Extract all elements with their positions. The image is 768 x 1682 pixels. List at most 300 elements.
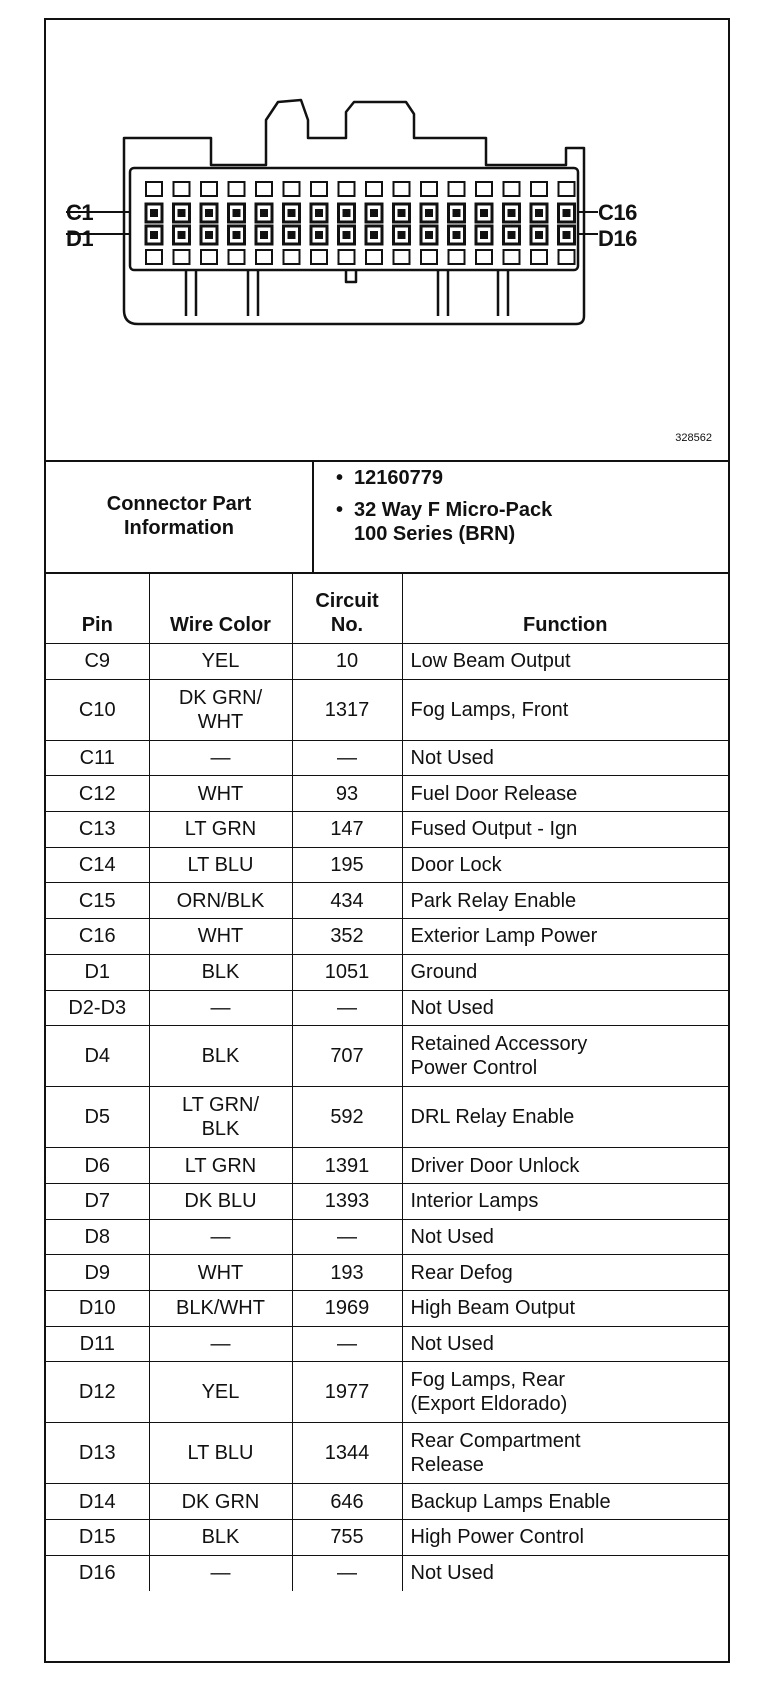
pin-cavity xyxy=(339,182,355,196)
pin-cavity xyxy=(311,182,327,196)
pin-contact xyxy=(535,209,543,217)
cell-circuit-text: — xyxy=(337,1562,357,1585)
pin-contact xyxy=(260,209,268,217)
cell-pin-text: D9 xyxy=(84,1261,111,1284)
cell-circuit-text: 1969 xyxy=(324,1297,370,1320)
cell-wire-color-text: LT GRN xyxy=(184,818,257,841)
cell-pin-text: C15 xyxy=(78,889,116,912)
header-circuit-line2: No. xyxy=(330,614,364,636)
cell-circuit xyxy=(292,1087,402,1148)
cell-wire-color xyxy=(149,1555,292,1591)
cell-function xyxy=(402,1148,728,1184)
cell-wire-color-text: DK GRN/ xyxy=(178,686,263,709)
cell-wire-color-text: — xyxy=(210,1562,231,1585)
cell-function-text: High Beam Output xyxy=(410,1297,576,1320)
bullet: • xyxy=(336,467,344,489)
cell-circuit-text: 1344 xyxy=(324,1442,370,1465)
pin-cavity xyxy=(256,250,272,264)
cell-circuit xyxy=(292,644,402,680)
cell-circuit xyxy=(292,1255,402,1291)
cell-function-text: Retained Accessory xyxy=(410,1033,588,1056)
cell-pin xyxy=(46,1148,149,1184)
cell-function xyxy=(402,776,728,812)
cell-circuit-text: 352 xyxy=(330,925,364,948)
cell-circuit-text: 1051 xyxy=(324,961,370,984)
pin-cavity xyxy=(284,250,300,264)
pin-contact xyxy=(233,209,241,217)
cell-circuit-text: 707 xyxy=(330,1045,364,1068)
cell-pin xyxy=(46,919,149,955)
pin-contact xyxy=(178,231,186,239)
pin-contact xyxy=(535,231,543,239)
cell-circuit-text: 193 xyxy=(330,1261,364,1284)
pin-cavity xyxy=(504,182,520,196)
pin-cavity xyxy=(504,250,520,264)
pin-cavity xyxy=(146,182,162,196)
cell-pin xyxy=(46,1362,149,1423)
cell-pin-text: D6 xyxy=(84,1154,111,1177)
cell-function xyxy=(402,1555,728,1591)
cell-pin-text: D2-D3 xyxy=(68,996,127,1019)
cell-pin xyxy=(46,847,149,883)
cell-circuit xyxy=(292,883,402,919)
cell-pin-text: C11 xyxy=(79,747,115,770)
cell-circuit xyxy=(292,1290,402,1326)
cell-wire-color xyxy=(149,1484,292,1520)
pin-contact xyxy=(453,231,461,239)
cell-circuit-text: 147 xyxy=(330,818,364,841)
cell-wire-color-text: YEL xyxy=(201,650,240,673)
pin-contact xyxy=(288,231,296,239)
cell-function xyxy=(402,1520,728,1556)
cell-pin-text: C10 xyxy=(78,698,116,721)
cell-function-text: (Export Eldorado) xyxy=(410,1393,568,1416)
pin-contact xyxy=(343,231,351,239)
cell-circuit-text: 1977 xyxy=(324,1381,370,1404)
cell-wire-color xyxy=(149,919,292,955)
pin-contact xyxy=(563,209,571,217)
header-pin: Pin xyxy=(46,573,149,644)
table-row xyxy=(46,1219,728,1255)
cell-circuit-text: 646 xyxy=(330,1490,364,1513)
cell-pin xyxy=(46,883,149,919)
pin-contact xyxy=(370,231,378,239)
pin-cavity xyxy=(311,250,327,264)
cell-function-text: Backup Lamps Enable xyxy=(410,1490,611,1513)
pin-contact xyxy=(398,209,406,217)
cell-function-text: Not Used xyxy=(410,1562,494,1585)
cell-circuit xyxy=(292,1484,402,1520)
cell-function-text: Park Relay Enable xyxy=(410,889,577,912)
cell-circuit xyxy=(292,1026,402,1087)
cell-circuit-text: 592 xyxy=(330,1106,364,1129)
cell-function-text: Interior Lamps xyxy=(410,1190,539,1213)
cell-pin-text: D14 xyxy=(78,1490,116,1513)
cell-wire-color-text: BLK xyxy=(201,1526,240,1549)
table-row xyxy=(46,740,728,776)
connector-info-label xyxy=(46,460,314,572)
label-c16: C16 xyxy=(598,200,637,225)
cell-wire-color-text: LT BLU xyxy=(187,854,254,877)
connector-sheet xyxy=(44,18,730,1663)
cell-pin-text: D7 xyxy=(84,1190,111,1213)
cell-pin xyxy=(46,1290,149,1326)
pin-contact xyxy=(205,231,213,239)
cell-pin xyxy=(46,1423,149,1484)
cell-pin-text: D11 xyxy=(79,1332,115,1355)
table-row xyxy=(46,1326,728,1362)
pin-contact xyxy=(315,231,323,239)
cell-function-text: Ground xyxy=(410,961,478,984)
pin-contact xyxy=(315,209,323,217)
table-row xyxy=(46,1148,728,1184)
connector-info-label-line1: Connector Part xyxy=(106,493,252,515)
cell-wire-color-text: LT BLU xyxy=(187,1442,254,1465)
cell-wire-color-text: BLK xyxy=(201,961,240,984)
cell-function-text: Driver Door Unlock xyxy=(410,1154,580,1177)
cell-wire-color-text: LT GRN xyxy=(184,1154,257,1177)
pin-cavity xyxy=(559,250,575,264)
pin-cavity xyxy=(201,182,217,196)
pin-cavity xyxy=(146,250,162,264)
cell-circuit xyxy=(292,776,402,812)
cell-circuit-text: — xyxy=(337,1225,357,1248)
description-item-cont xyxy=(354,522,515,546)
pinout-rows xyxy=(46,644,728,1591)
cell-pin xyxy=(46,644,149,680)
connector-diagram xyxy=(46,20,728,462)
cell-function-text: High Power Control xyxy=(410,1526,584,1549)
cell-function-text: Not Used xyxy=(410,1332,494,1355)
cell-pin-text: D13 xyxy=(78,1442,116,1465)
cell-wire-color-text: DK GRN xyxy=(181,1490,260,1513)
cell-function xyxy=(402,1484,728,1520)
cell-circuit xyxy=(292,1362,402,1423)
pin-cavity xyxy=(476,182,492,196)
cell-pin xyxy=(46,1183,149,1219)
cell-wire-color-text: — xyxy=(210,747,231,770)
pin-cavity xyxy=(421,182,437,196)
cell-function-text: Release xyxy=(410,1454,484,1477)
cell-function-text: Rear Defog xyxy=(410,1261,513,1284)
cell-function-text: Power Control xyxy=(410,1057,538,1080)
cell-circuit-text: — xyxy=(337,996,357,1019)
cell-function-text: Not Used xyxy=(410,1225,494,1248)
cell-pin xyxy=(46,1219,149,1255)
cell-wire-color xyxy=(149,1183,292,1219)
cell-circuit-text: 10 xyxy=(335,650,359,673)
cell-function-text: Fog Lamps, Front xyxy=(410,698,569,721)
cell-circuit xyxy=(292,1219,402,1255)
cell-function-text: Fog Lamps, Rear xyxy=(410,1369,566,1392)
cell-wire-color-text: BLK/WHT xyxy=(176,1297,265,1320)
cell-circuit-text: 1393 xyxy=(324,1190,370,1213)
connector-info xyxy=(46,460,728,574)
cell-wire-color-text: — xyxy=(210,1225,231,1248)
cell-pin xyxy=(46,1484,149,1520)
pin-cavity xyxy=(531,182,547,196)
cell-wire-color-text: — xyxy=(210,996,231,1019)
cell-wire-color-text: ORN/BLK xyxy=(176,889,265,912)
cell-pin xyxy=(46,954,149,990)
cell-function xyxy=(402,1290,728,1326)
cell-function xyxy=(402,1362,728,1423)
cell-pin xyxy=(46,1326,149,1362)
description-line1: 32 Way F Micro-Pack xyxy=(354,499,553,521)
cell-pin-text: D10 xyxy=(78,1297,116,1320)
cell-function-text: Fused Output - Ign xyxy=(410,818,578,841)
table-row xyxy=(46,1255,728,1291)
cell-wire-color-text: WHT xyxy=(197,925,244,948)
cell-wire-color-text: BLK xyxy=(201,1045,240,1068)
cell-wire-color-text: DK BLU xyxy=(184,1190,257,1213)
cell-wire-color-text: WHT xyxy=(197,782,244,805)
header-wire-color: Wire Color xyxy=(149,573,292,644)
cell-circuit-text: 1391 xyxy=(324,1154,370,1177)
pin-cavity xyxy=(339,250,355,264)
pin-contact xyxy=(233,231,241,239)
cell-wire-color xyxy=(149,1423,292,1484)
pin-contact xyxy=(288,209,296,217)
pin-cavity xyxy=(174,182,190,196)
cell-pin-text: D4 xyxy=(84,1045,111,1068)
cell-function xyxy=(402,883,728,919)
pin-cavity xyxy=(476,250,492,264)
cell-circuit xyxy=(292,1520,402,1556)
pin-cavity xyxy=(229,250,245,264)
label-d1: D1 xyxy=(66,226,94,251)
pin-cavity xyxy=(531,250,547,264)
header-function: Function xyxy=(402,573,728,644)
cell-function-text: Door Lock xyxy=(410,854,502,877)
cell-circuit-text: 93 xyxy=(335,782,359,805)
cell-pin-text: C16 xyxy=(78,925,116,948)
pin-cavity xyxy=(449,182,465,196)
cell-circuit xyxy=(292,919,402,955)
cell-circuit xyxy=(292,679,402,740)
cell-function xyxy=(402,847,728,883)
cell-wire-color-text: WHT xyxy=(197,710,244,733)
label-c1: C1 xyxy=(66,200,94,225)
cell-circuit-text: 755 xyxy=(330,1526,364,1549)
cell-circuit xyxy=(292,1423,402,1484)
cell-function xyxy=(402,644,728,680)
table-row xyxy=(46,1423,728,1484)
cell-wire-color xyxy=(149,1026,292,1087)
pin-contact xyxy=(453,209,461,217)
cell-circuit-text: 434 xyxy=(330,889,364,912)
cell-pin-text: C14 xyxy=(78,854,116,877)
table-row xyxy=(46,954,728,990)
pin-contact xyxy=(150,231,158,239)
header-row xyxy=(46,573,728,644)
cell-circuit xyxy=(292,954,402,990)
pin-cavity xyxy=(229,182,245,196)
cell-pin-text: D5 xyxy=(84,1106,111,1129)
cell-wire-color-text: YEL xyxy=(201,1381,240,1404)
pin-cavity xyxy=(366,250,382,264)
cell-wire-color-text: — xyxy=(210,1332,231,1355)
cell-circuit-text: — xyxy=(337,1332,357,1355)
cell-pin xyxy=(46,1555,149,1591)
cell-wire-color xyxy=(149,883,292,919)
cell-function-text: Fuel Door Release xyxy=(410,782,578,805)
cell-wire-color xyxy=(149,954,292,990)
pin-cavity xyxy=(559,182,575,196)
cell-function-text: Exterior Lamp Power xyxy=(410,925,598,948)
cell-pin xyxy=(46,740,149,776)
pin-contact xyxy=(508,231,516,239)
cell-wire-color xyxy=(149,679,292,740)
cell-pin xyxy=(46,812,149,848)
cell-wire-color-text: BLK xyxy=(201,1118,240,1141)
cell-pin xyxy=(46,1255,149,1291)
table-row xyxy=(46,812,728,848)
pin-contact xyxy=(425,231,433,239)
table-row xyxy=(46,990,728,1026)
pin-cavity xyxy=(201,250,217,264)
connector-info-label-line2: Information xyxy=(124,517,234,539)
pin-rows xyxy=(146,182,575,264)
cell-wire-color xyxy=(149,1290,292,1326)
cell-pin xyxy=(46,1026,149,1087)
table-row xyxy=(46,776,728,812)
cell-pin-text: D1 xyxy=(84,961,111,984)
cell-pin xyxy=(46,1520,149,1556)
pin-contact xyxy=(480,209,488,217)
pin-cavity xyxy=(284,182,300,196)
pin-cavity xyxy=(421,250,437,264)
center-key xyxy=(346,270,356,282)
cell-circuit xyxy=(292,812,402,848)
cell-pin xyxy=(46,679,149,740)
cell-function-text: Not Used xyxy=(410,747,494,770)
cell-circuit xyxy=(292,990,402,1026)
table-row xyxy=(46,1087,728,1148)
cell-wire-color-text: WHT xyxy=(197,1261,244,1284)
cell-wire-color xyxy=(149,1362,292,1423)
cell-pin-text: C9 xyxy=(84,650,111,673)
cell-pin-text: C12 xyxy=(78,782,116,805)
cell-function xyxy=(402,1326,728,1362)
cell-wire-color xyxy=(149,776,292,812)
cell-function-text: Rear Compartment xyxy=(410,1430,581,1453)
cell-function xyxy=(402,919,728,955)
pin-contact xyxy=(205,209,213,217)
cell-function xyxy=(402,1255,728,1291)
cell-wire-color xyxy=(149,740,292,776)
table-row xyxy=(46,1520,728,1556)
cell-circuit xyxy=(292,1183,402,1219)
pin-contact xyxy=(150,209,158,217)
cell-circuit xyxy=(292,1326,402,1362)
cell-pin-text: D15 xyxy=(78,1526,116,1549)
cell-wire-color xyxy=(149,812,292,848)
cell-wire-color xyxy=(149,1520,292,1556)
cell-function xyxy=(402,679,728,740)
cell-circuit xyxy=(292,1555,402,1591)
table-row xyxy=(46,1026,728,1087)
cell-wire-color xyxy=(149,1255,292,1291)
cell-function xyxy=(402,1026,728,1087)
pin-contact xyxy=(178,209,186,217)
cell-function xyxy=(402,954,728,990)
cell-function-text: Low Beam Output xyxy=(410,650,571,673)
table-row xyxy=(46,919,728,955)
table-row xyxy=(46,1183,728,1219)
table-row xyxy=(46,1484,728,1520)
table-row xyxy=(46,1290,728,1326)
part-number-item xyxy=(336,466,443,490)
pin-cavity xyxy=(449,250,465,264)
cell-function xyxy=(402,1183,728,1219)
cell-wire-color xyxy=(149,990,292,1026)
pin-cavity xyxy=(256,182,272,196)
table-row xyxy=(46,883,728,919)
pin-cavity xyxy=(394,182,410,196)
cell-function xyxy=(402,1219,728,1255)
cell-pin-text: C13 xyxy=(78,818,116,841)
connector-info-values xyxy=(314,460,728,572)
pin-contact xyxy=(343,209,351,217)
pin-contact xyxy=(425,209,433,217)
pinout-table xyxy=(46,572,728,1591)
header-circuit-line1: Circuit xyxy=(315,590,379,612)
header-circuit xyxy=(292,573,402,644)
cell-function xyxy=(402,1087,728,1148)
description-item xyxy=(336,498,553,522)
pin-cavity xyxy=(394,250,410,264)
cell-wire-color xyxy=(149,1087,292,1148)
cell-circuit-text: 195 xyxy=(330,854,364,877)
cell-circuit-text: 1317 xyxy=(324,698,370,721)
cell-function xyxy=(402,1423,728,1484)
bullet: • xyxy=(336,499,344,521)
pin-contact xyxy=(480,231,488,239)
cell-wire-color xyxy=(149,1326,292,1362)
table-row xyxy=(46,679,728,740)
pin-contact xyxy=(563,231,571,239)
table-row xyxy=(46,644,728,680)
pin-contact xyxy=(260,231,268,239)
cell-function xyxy=(402,740,728,776)
pin-contact xyxy=(508,209,516,217)
pin-cavity xyxy=(366,182,382,196)
cell-pin-text: D12 xyxy=(78,1381,116,1404)
cell-pin-text: D16 xyxy=(78,1562,116,1585)
cell-function-text: Not Used xyxy=(410,996,494,1019)
part-number: 12160779 xyxy=(354,467,443,489)
table-row xyxy=(46,1362,728,1423)
cell-wire-color xyxy=(149,1219,292,1255)
cell-wire-color xyxy=(149,847,292,883)
cell-pin xyxy=(46,1087,149,1148)
cell-circuit-text: — xyxy=(337,747,357,770)
label-d16: D16 xyxy=(598,226,637,251)
cell-pin xyxy=(46,990,149,1026)
cell-wire-color-text: LT GRN/ xyxy=(181,1094,260,1117)
cell-wire-color xyxy=(149,644,292,680)
cell-circuit xyxy=(292,847,402,883)
cell-circuit xyxy=(292,740,402,776)
cell-function xyxy=(402,812,728,848)
cell-pin-text: D8 xyxy=(84,1225,111,1248)
cell-wire-color xyxy=(149,1148,292,1184)
cell-function-text: DRL Relay Enable xyxy=(410,1106,575,1129)
cell-circuit xyxy=(292,1148,402,1184)
cell-pin xyxy=(46,776,149,812)
pin-cavity xyxy=(174,250,190,264)
